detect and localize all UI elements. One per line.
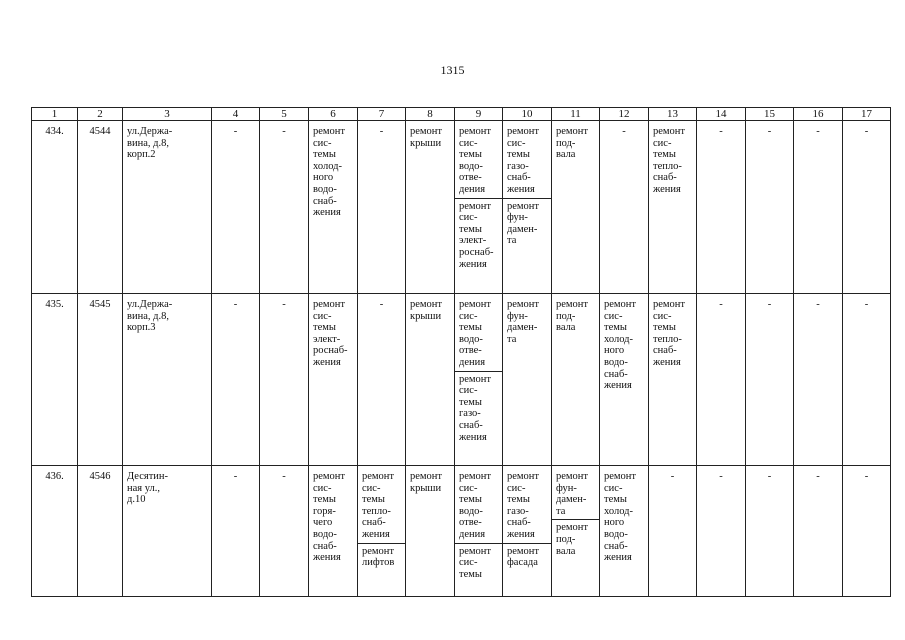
column-header: 11 [552,108,600,121]
column-header: 9 [455,108,503,121]
work-cell-col-10 [503,294,552,466]
address-cell [123,466,212,597]
work-cell-col-14 [697,294,746,466]
work-cell-col-9 [455,121,503,294]
column-header: 13 [649,108,697,121]
house-code-cell [78,294,123,466]
work-item: ремонт сис- темы водо- отве- дения [459,299,492,368]
address-cell [123,121,212,294]
work-item: ремонт под- вала [556,126,589,161]
page-number: 1315 [440,63,465,77]
work-cell-col-7 [358,294,406,466]
work-item: ремонт крыши [410,126,443,149]
work-cell-col-4 [212,121,260,294]
empty-dash: - [622,126,626,137]
work-item: ремонт под- вала [556,299,589,334]
work-item: ремонт фун- дамен- та [507,299,540,345]
work-item: ремонт сис- темы горя- чего водо- снаб- жения [313,471,346,564]
empty-dash: - [670,471,675,482]
work-cell-col-12 [600,121,649,294]
address: Десятин- ная ул., д.10 [127,471,169,506]
work-cell-col-8 [406,466,455,597]
row-number-cell [32,121,78,294]
work-cell-col-4 [212,294,260,466]
address-cell [123,294,212,466]
column-header: 7 [358,108,406,121]
work-item: ремонт фасада [503,543,551,569]
column-header: 14 [697,108,746,121]
work-cell-col-15 [746,466,794,597]
column-header: 15 [746,108,794,121]
work-cell-col-16 [794,466,843,597]
column-header: 5 [260,108,309,121]
work-item: ремонт сис- темы холод- ного водо- снаб- жения [604,471,637,564]
empty-dash: - [864,126,869,137]
work-cell-col-13 [649,466,697,597]
column-number-row [32,108,891,121]
work-item: ремонт сис- темы холод- ного водо- снаб- жения [313,126,346,219]
empty-dash: - [816,299,820,310]
work-item: ремонт под- вала [552,519,599,557]
work-cell-col-17 [843,466,891,597]
work-item: ремонт лифтов [358,543,405,569]
empty-dash: - [379,299,384,310]
empty-dash: - [719,471,723,482]
work-item: ремонт фун- дамен- та [503,198,551,247]
work-item: ремонт сис- темы элект- роснаб- жения [313,299,348,368]
row-number-cell [32,294,78,466]
work-item: ремонт сис- темы тепло- снаб- жения [362,471,395,540]
column-header: 2 [78,108,123,121]
work-cell-col-12 [600,466,649,597]
work-item: ремонт сис- темы газо- снаб- жения [507,126,540,195]
work-item: ремонт сис- темы тепло- снаб- жения [653,126,686,195]
empty-dash: - [282,126,286,137]
column-header: 12 [600,108,649,121]
work-cell-col-14 [697,121,746,294]
work-item: ремонт сис- темы газо- снаб- жения [507,471,540,540]
work-cell-col-8 [406,121,455,294]
house-code: 4545 [89,299,111,310]
work-item: ремонт фун- дамен- та [556,471,589,517]
row-number-cell [32,466,78,597]
work-cell-col-7 [358,121,406,294]
empty-dash: - [379,126,384,137]
empty-dash: - [233,471,238,482]
row-number: 436. [45,471,64,482]
empty-dash: - [864,299,869,310]
empty-dash: - [767,471,772,482]
column-header: 10 [503,108,552,121]
work-cell-col-6 [309,466,358,597]
column-header: 1 [32,108,78,121]
work-cell-col-13 [649,294,697,466]
work-item: ремонт крыши [410,471,443,494]
table-row [32,121,891,294]
row-number: 435. [45,299,64,310]
work-cell-col-6 [309,121,358,294]
work-cell-col-17 [843,121,891,294]
table-row [32,294,891,466]
work-cell-col-12 [600,294,649,466]
work-item: ремонт сис- темы газо- снаб- жения [455,371,502,444]
house-code: 4544 [89,126,111,137]
empty-dash: - [282,471,286,482]
work-cell-col-9 [455,466,503,597]
empty-dash: - [816,471,820,482]
row-number: 434. [45,126,64,137]
work-cell-col-15 [746,121,794,294]
work-cell-col-4 [212,466,260,597]
empty-dash: - [282,299,286,310]
column-header: 4 [212,108,260,121]
address: ул.Держа- вина, д.8, корп.2 [127,126,173,161]
work-item: ремонт сис- темы тепло- снаб- жения [653,299,686,368]
house-code: 4546 [89,471,111,482]
work-cell-col-10 [503,121,552,294]
address: ул.Держа- вина, д.8, корп.3 [127,299,173,334]
work-cell-col-15 [746,294,794,466]
column-header: 8 [406,108,455,121]
work-item: ремонт сис- темы водо- отве- дения [459,126,492,195]
work-cell-col-11 [552,466,600,597]
work-cell-col-11 [552,294,600,466]
work-cell-col-16 [794,121,843,294]
work-cell-col-16 [794,294,843,466]
house-code-cell [78,121,123,294]
empty-dash: - [864,471,869,482]
column-header: 17 [843,108,891,121]
work-cell-col-5 [260,466,309,597]
work-cell-col-9 [455,294,503,466]
work-item: ремонт сис- темы [455,543,502,581]
work-cell-col-7 [358,466,406,597]
work-item: ремонт сис- темы холод- ного водо- снаб- жения [604,299,637,392]
work-cell-col-17 [843,294,891,466]
column-header: 6 [309,108,358,121]
empty-dash: - [233,126,238,137]
column-header: 3 [123,108,212,121]
work-cell-col-8 [406,294,455,466]
house-code-cell [78,466,123,597]
table-row [32,466,891,597]
work-cell-col-10 [503,466,552,597]
work-cell-col-14 [697,466,746,597]
empty-dash: - [233,299,238,310]
empty-dash: - [719,299,723,310]
work-cell-col-6 [309,294,358,466]
work-cell-col-5 [260,294,309,466]
work-cell-col-5 [260,121,309,294]
repair-schedule-table [31,107,891,597]
empty-dash: - [767,299,772,310]
work-item: ремонт крыши [410,299,443,322]
column-header: 16 [794,108,843,121]
work-item: ремонт сис- темы элект- роснаб- жения [455,198,502,271]
work-cell-col-11 [552,121,600,294]
work-item: ремонт сис- темы водо- отве- дения [459,471,492,540]
empty-dash: - [719,126,723,137]
work-cell-col-13 [649,121,697,294]
empty-dash: - [816,126,820,137]
empty-dash: - [767,126,772,137]
